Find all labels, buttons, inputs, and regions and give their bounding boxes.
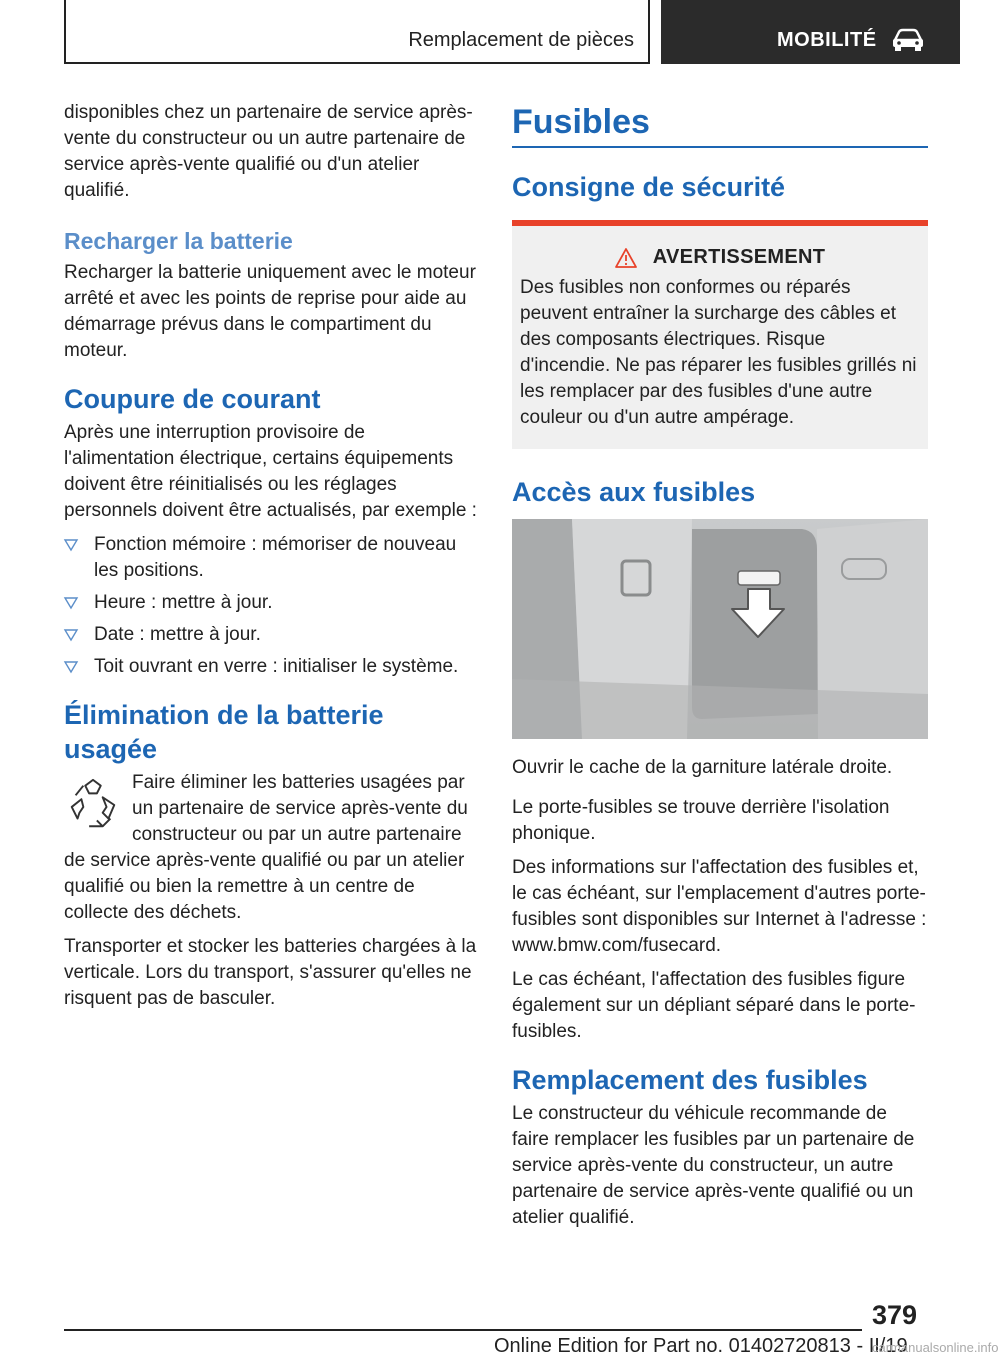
triangle-bullet-icon: [64, 629, 78, 641]
recharge-paragraph: Recharger la batterie uniquement avec le moteur arrêté et avec les points de reprise pour aide au démarrage prévus dans le compartiment du moteur.: [64, 262, 476, 361]
elimination-paragraph: Faire éliminer les batteries usagées par un partenaire de service après-vente du constructeur ou par un autre partenaire de service après-vente qualifié ou par un atelier qualifié ou bien la remettre à un centre de collecte des déchets.: [64, 772, 468, 923]
acces-paragraph-3: Des informations sur l'affectation des fusibles et, le cas échéant, sur l'emplacement d'autres porte-fusibles sont disponibles sur Internet à l'adresse : www.bmw.com/fusecard.: [512, 857, 927, 956]
warning-text: Des fusibles non conformes ou réparés peuvent entraîner la surcharge des câbles et des composants électriques. Risque d'incendie. Ne pas réparer les fusibles grillés ni les remplacer par des fusibles d'une autre couleur ou d'un autre ampérage.: [520, 277, 917, 428]
right-column: [512, 100, 928, 1239]
trunk-side-trim-photo: [512, 519, 928, 739]
car-icon: [891, 27, 925, 53]
header-section-title: Remplacement de pièces: [408, 29, 634, 51]
elimination-block: [64, 770, 478, 926]
left-column: [64, 100, 478, 1020]
triangle-bullet-icon: [64, 539, 78, 551]
list-item: [64, 622, 478, 648]
list-item-text: Heure : mettre à jour.: [94, 592, 273, 613]
reset-list: [64, 532, 478, 680]
acces-paragraph-2: Le porte-fusibles se trouve derrière l'isolation phonique.: [512, 797, 890, 844]
heading-acces-fusibles: Accès aux fusibles: [512, 477, 756, 507]
heading-recharger-batterie: Recharger la batterie: [64, 228, 293, 254]
triangle-bullet-icon: [64, 661, 78, 673]
transport-paragraph: Transporter et stocker les batteries chargées à la verticale. Lors du transport, s'assurer qu'elles ne risquent pas de basculer.: [64, 936, 477, 1009]
header-chapter-tab: [661, 0, 960, 64]
acces-paragraph-1: Ouvrir le cache de la garniture latérale droite.: [512, 757, 893, 778]
heading-coupure-courant: Coupure de courant: [64, 384, 321, 414]
footer-divider: [64, 1329, 862, 1331]
footer-edition: Online Edition for Part no. 01402720813 - II/19: [494, 1335, 908, 1357]
page-number: 379: [872, 1300, 918, 1330]
intro-paragraph: disponibles chez un partenaire de service après-vente du constructeur ou un autre partenaire de service après-vente qualifié ou d'un atelier qualifié.: [64, 102, 473, 201]
heading-remplacement-fusibles: Remplacement des fusibles: [512, 1065, 868, 1095]
list-item: [64, 654, 478, 680]
warning-header: [520, 246, 920, 269]
list-item: [64, 532, 478, 584]
coupure-paragraph: Après une interruption provisoire de l'alimentation électrique, certains équipements doivent être réinitialisés ou les réglages personnels doivent être actualisés, par exemple :: [64, 422, 477, 521]
remplacement-paragraph: Le constructeur du véhicule recommande de faire remplacer les fusibles par un partenaire de service après-vente du constructeur, un autre partenaire de service après-vente qualifié ou un atelier qualifié.: [512, 1103, 915, 1228]
acces-paragraph-4: Le cas échéant, l'affectation des fusibles figure également sur un dépliant séparé dans le porte-fusibles.: [512, 969, 916, 1042]
heading-fusibles: Fusibles: [512, 100, 928, 148]
warning-box: [512, 220, 928, 449]
heading-elimination-batterie: Élimination de la batterie usagée: [64, 700, 384, 764]
triangle-bullet-icon: [64, 597, 78, 609]
list-item-text: Toit ouvrant en verre : initialiser le système.: [94, 656, 459, 677]
list-item-text: Date : mettre à jour.: [94, 624, 261, 645]
recycle-icon: [64, 776, 122, 834]
warning-triangle-icon: [615, 248, 637, 268]
footer-watermark: carmanualsonline.info: [872, 1340, 998, 1355]
header-chapter-title: MOBILITÉ: [777, 29, 877, 51]
heading-consigne-securite: Consigne de sécurité: [512, 172, 786, 202]
list-item: [64, 590, 478, 616]
header-section-box: [64, 0, 650, 64]
list-item-text: Fonction mémoire : mémoriser de nouveau les positions.: [94, 534, 457, 581]
warning-title: AVERTISSEMENT: [652, 246, 826, 268]
